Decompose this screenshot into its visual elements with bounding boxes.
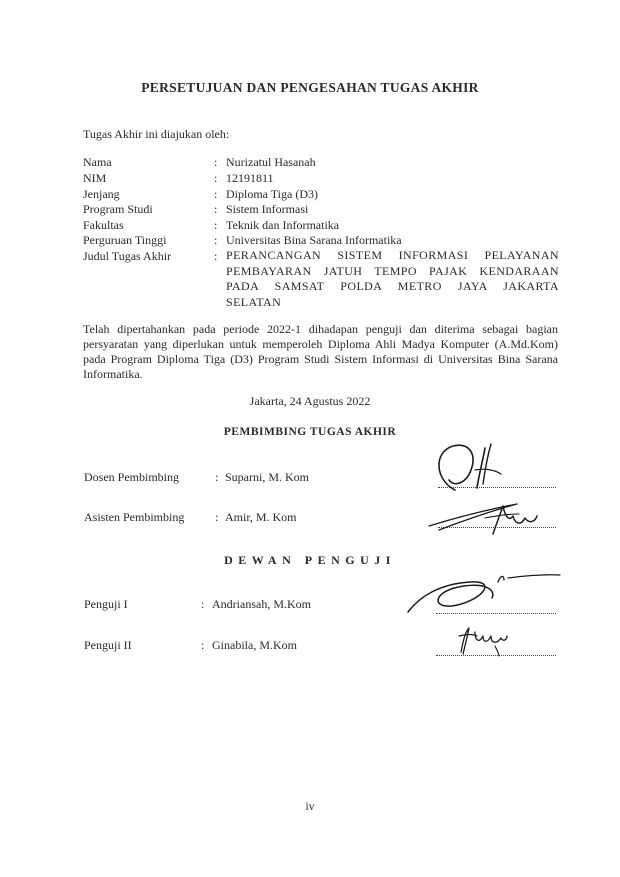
field-label-fakultas: Fakultas	[83, 218, 124, 232]
field-value-perguruan-tinggi: Universitas Bina Sarana Informatika	[226, 233, 402, 247]
field-colon: :	[215, 470, 219, 484]
judul-line: PEMBAYARAN JATUH TEMPO PAJAK KENDARAAN	[226, 263, 559, 278]
field-colon: :	[214, 155, 218, 169]
judul-line: SELATAN	[226, 294, 282, 309]
statement-paragraph: Telah dipertahankan pada periode 2022-1 dihadapan penguji dan diterima sebagai bagian persyaratan yang diperlukan untuk memperoleh Diploma Ahli Madya Komputer (A.Md.Kom) pada Program Diploma Tiga (D3) Program Studi Sistem Informasi di Universitas Bina Sarana Informatika.	[83, 322, 558, 381]
dosen-pembimbing-name: Suparni, M. Kom	[225, 470, 309, 484]
field-colon: :	[214, 171, 218, 185]
field-colon: :	[214, 187, 218, 201]
asisten-pembimbing-name: Amir, M. Kom	[225, 510, 297, 524]
field-value-fakultas: Teknik dan Informatika	[226, 218, 340, 232]
place-date: Jakarta, 24 Agustus 2022	[249, 394, 371, 408]
dewan-penguji-heading: DEWAN PENGUJI	[224, 553, 396, 567]
field-colon: :	[214, 233, 218, 247]
penguji-2-name: Ginabila, M.Kom	[212, 638, 297, 652]
field-label-jenjang: Jenjang	[83, 187, 120, 201]
field-label-program-studi: Program Studi	[83, 202, 153, 216]
field-value-nim: 12191811	[226, 171, 274, 185]
penguji-1-signature-icon	[400, 572, 565, 617]
dosen-signature-icon	[425, 440, 515, 500]
asisten-signature-icon	[425, 498, 545, 538]
field-label-judul: Judul Tugas Akhir	[83, 249, 172, 263]
field-colon: :	[214, 218, 218, 232]
penguji-2-signature-icon	[455, 624, 515, 656]
pembimbing-heading: PEMBIMBING TUGAS AKHIR	[223, 426, 397, 438]
field-colon: :	[201, 638, 205, 652]
field-label-perguruan-tinggi: Perguruan Tinggi	[83, 233, 167, 247]
penguji-1-name: Andriansah, M.Kom	[212, 597, 311, 611]
page-number: iv	[305, 801, 315, 813]
penguji-1-label: Penguji I	[84, 597, 128, 611]
field-label-nim: NIM	[83, 171, 107, 185]
field-value-jenjang: Diploma Tiga (D3)	[226, 187, 319, 201]
penguji-2-label: Penguji II	[84, 638, 132, 652]
field-colon: :	[201, 597, 205, 611]
field-value-program-studi: Sistem Informasi	[226, 202, 309, 216]
judul-line: PADA SAMSAT POLDA METRO JAYA JAKARTA	[226, 279, 559, 293]
intro-text: Tugas Akhir ini diajukan oleh:	[83, 127, 230, 141]
dosen-pembimbing-label: Dosen Pembimbing	[84, 470, 179, 484]
asisten-pembimbing-label: Asisten Pembimbing	[84, 510, 185, 524]
field-value-nama: Nurizatul Hasanah	[226, 155, 316, 169]
page-title: PERSETUJUAN DAN PENGESAHAN TUGAS AKHIR	[141, 80, 479, 95]
field-colon: :	[214, 249, 218, 263]
field-value-judul	[226, 248, 559, 310]
field-colon: :	[215, 510, 219, 524]
field-label-nama: Nama	[83, 155, 112, 169]
field-colon: :	[214, 202, 218, 216]
judul-line: PERANCANGAN SISTEM INFORMASI PELAYANAN	[226, 248, 559, 262]
